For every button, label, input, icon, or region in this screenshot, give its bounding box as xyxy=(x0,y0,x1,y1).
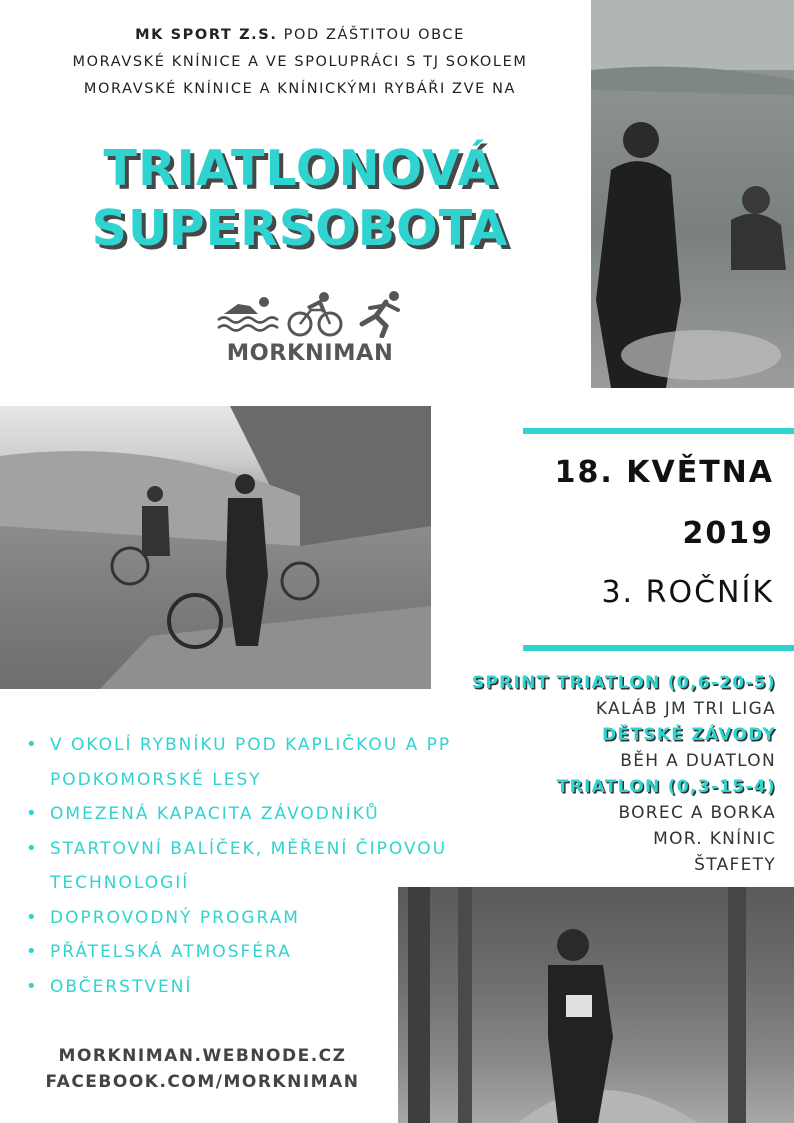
event-edition: 3. ROČNÍK xyxy=(601,575,774,610)
title-line2: SUPERSOBOTA xyxy=(91,200,509,257)
swimmer-icon xyxy=(218,297,278,331)
brand-logo-text: MORKNIMAN xyxy=(226,340,394,366)
website-link[interactable]: MORKNIMAN.WEBNODE.CZ xyxy=(58,1046,347,1066)
sport-icons xyxy=(216,288,406,338)
organizer-name: MK SPORT Z.S. xyxy=(135,27,278,43)
race-triatlon-note1: BOREC A BORKA xyxy=(618,803,776,823)
race-list xyxy=(472,670,776,878)
cyclists-silhouette xyxy=(0,406,431,689)
feature-item: • PŘÁTELSKÁ ATMOSFÉRA xyxy=(26,935,486,970)
event-year: 2019 xyxy=(682,516,774,551)
divider-bottom xyxy=(523,645,794,651)
title-line1: TRIATLONOVÁ xyxy=(103,140,497,197)
feature-item: • OBČERSTVENÍ xyxy=(26,970,486,1005)
intro-line3: MORAVSKÉ KNÍNICE A KNÍNICKÝMI RYBÁŘI ZVE NA xyxy=(83,81,517,97)
runner-icon xyxy=(362,291,399,336)
race-sprint-note: KALÁB JM TRI LIGA xyxy=(595,699,776,719)
feature-item: • V OKOLÍ RYBNÍKU POD KAPLIČKOU A PP PODKOMORSKÉ LESY xyxy=(26,728,486,797)
race-triatlon-note3: ŠTAFETY xyxy=(694,855,776,875)
feature-item: • DOPROVODNÝ PROGRAM xyxy=(26,901,486,936)
feature-item: • OMEZENÁ KAPACITA ZÁVODNÍKŮ xyxy=(26,797,486,832)
race-triatlon-note2: MOR. KNÍNIC xyxy=(653,829,776,849)
facebook-link[interactable]: FACEBOOK.COM/MORKNIMAN xyxy=(45,1072,360,1092)
intro-line2: MORAVSKÉ KNÍNICE A VE SPOLUPRÁCI S TJ SOKOLEM xyxy=(72,54,528,70)
swim-photo xyxy=(591,0,794,388)
contact-links xyxy=(20,1043,385,1095)
race-triatlon: TRIATLON (0,3-15-4) xyxy=(556,777,776,797)
event-date: 18. KVĚTNA xyxy=(554,455,774,490)
bike-transition-photo xyxy=(0,406,431,689)
race-kids-note: BĚH A DUATLON xyxy=(620,751,776,771)
cyclist-icon xyxy=(289,292,341,335)
race-kids: DĚTSKÉ ZÁVODY xyxy=(602,725,776,745)
swimmer-silhouette xyxy=(591,0,794,388)
divider-top xyxy=(523,428,794,434)
race-sprint-triatlon: SPRINT TRIATLON (0,6-20-5) xyxy=(471,673,776,693)
intro-line1: POD ZÁŠTITOU OBCE xyxy=(277,27,465,43)
feature-list xyxy=(26,728,486,1004)
feature-item: • STARTOVNÍ BALÍČEK, MĚŘENÍ ČIPOVOU TECHNOLOGIÍ xyxy=(26,832,486,901)
intro-text xyxy=(10,22,590,103)
